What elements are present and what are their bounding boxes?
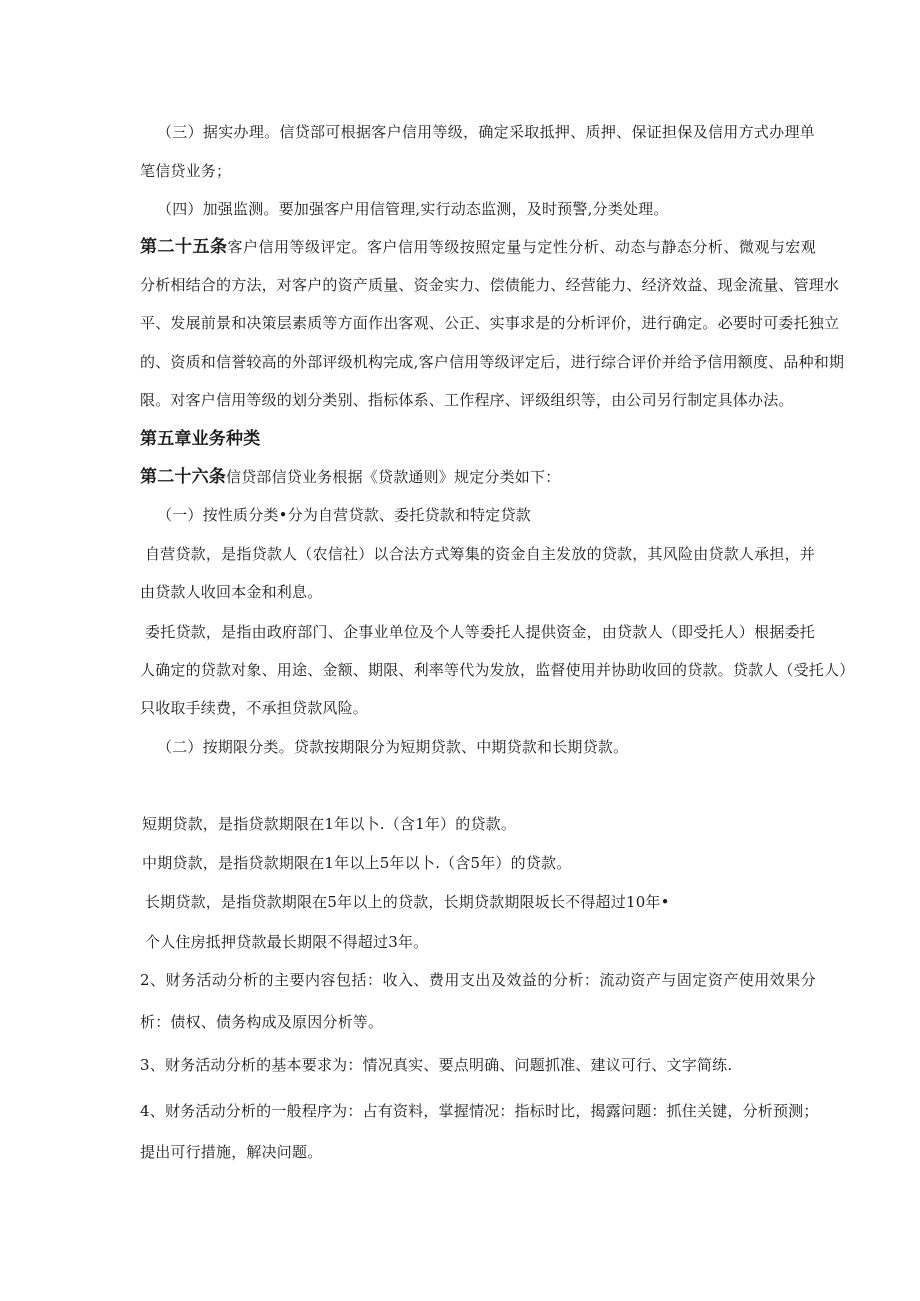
paragraph-line: 4、财务活动分析的一般程序为：占有资料，掌握情况：指标时比，揭露问题：抓住关键，分析预测； bbox=[140, 1102, 819, 1120]
paragraph-line: （三）据实办理。信贷部可根据客户信用等级，确定采取抵押、质押、保证担保及信用方式办理单 bbox=[157, 123, 815, 141]
paragraph-line: 短期贷款，是指贷款期限在1年以卜.（含1年）的贷款。 bbox=[142, 815, 517, 833]
article-heading: 第二十五条 bbox=[140, 237, 228, 257]
article-paragraph-first-line bbox=[140, 467, 560, 487]
paragraph-line: 由贷款人收回本金和利息。 bbox=[140, 583, 323, 601]
paragraph-line: （二）按期限分类。贷款按期限分为短期贷款、中期贷款和长期贷款。 bbox=[157, 738, 629, 756]
paragraph-line: 平、发展前景和决策层素质等方面作出客观、公正、实事求是的分析评价，进行确定。必要时可委托独立 bbox=[140, 314, 840, 332]
paragraph-line: （一）按性质分类•分为自营贷款、委托贷款和特定贷款 bbox=[157, 506, 531, 524]
article-text: 客户信用等级评定。客户信用等级按照定量与定性分析、动态与静态分析、微观与宏观 bbox=[227, 238, 817, 256]
chapter-heading: 第五章业务种类 bbox=[140, 429, 261, 449]
paragraph-line: 分析相结合的方法，对客户的资产质量、资金实力、偿债能力、经营能力、经济效益、现金流量、管理水 bbox=[140, 276, 840, 294]
paragraph-line: 提出可行措施，解决问题。 bbox=[140, 1143, 323, 1161]
article-paragraph-first-line bbox=[140, 237, 816, 257]
paragraph-line: （四）加强监测。要加强客户用信管理,实行动态监测，及时预警,分类处理。 bbox=[157, 200, 669, 218]
paragraph-line: 长期贷款，是指贷款期限在5年以上的贷款，长期贷款期限坂长不得超过10年• bbox=[145, 893, 670, 911]
paragraph-line: 限。对客户信用等级的划分类别、指标体系、工作程序、评级组织等，由公司另行制定具体办法。 bbox=[140, 391, 794, 409]
paragraph-line: 的、资质和信誉较高的外部评级机构完成,客户信用等级评定后，进行综合评价并给予信用额度、品种和期 bbox=[140, 353, 845, 371]
paragraph-line: 人确定的贷款对象、用途、金额、期限、利率等代为发放，监督使用并协助收回的贷款。贷款人（受托人） bbox=[140, 661, 855, 679]
paragraph-line: 中期贷款，是指贷款期限在1年以上5年以卜.（含5年）的贷款。 bbox=[142, 854, 572, 872]
paragraph-line: 2、财务活动分析的主要内容包括：收入、费用支出及效益的分析：流动资产与固定资产使用效果分 bbox=[140, 971, 816, 989]
paragraph-line: 3、财务活动分析的基本要求为：情况真实、要点明确、问题抓准、建议可行、文字简练. bbox=[140, 1056, 733, 1074]
paragraph-line: 个人住房抵押贷款最长期限不得超过3年。 bbox=[145, 933, 429, 951]
paragraph-line: 自营贷款，是指贷款人（农信社）以合法方式筹集的资金自主发放的贷款，其风险由贷款人承担，并 bbox=[145, 545, 815, 563]
article-heading: 第二十六条 bbox=[140, 467, 226, 487]
article-text: 信贷部信贷业务根据《贷款通则》规定分类如下： bbox=[226, 468, 561, 486]
paragraph-line: 笔信贷业务； bbox=[140, 162, 232, 180]
paragraph-line: 析：债权、债务构成及原因分析等。 bbox=[140, 1013, 384, 1031]
paragraph-line: 委托贷款，是指由政府部门、企事业单位及个人等委托人提供资金，由贷款人（即受托人）根据委托 bbox=[145, 623, 815, 641]
paragraph-line: 只收取手续费，不承担贷款风险。 bbox=[140, 699, 369, 717]
